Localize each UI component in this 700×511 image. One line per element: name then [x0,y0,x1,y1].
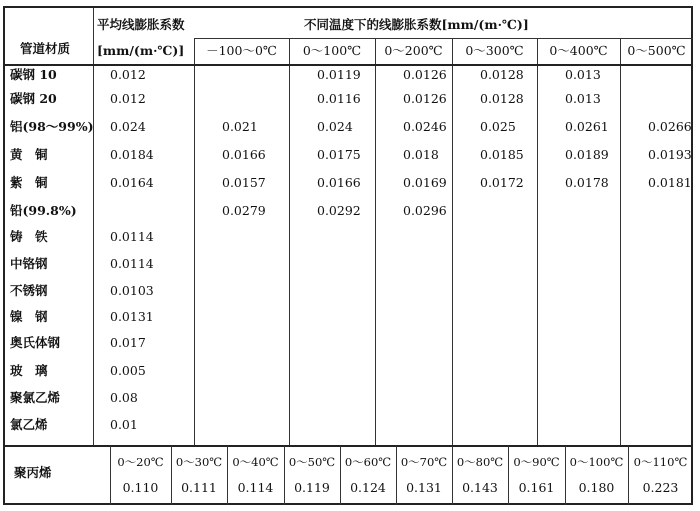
temp-coef-value: 0.0189 [565,147,609,162]
temp-coef-value: 0.018 [403,147,439,162]
header-avg-coef-unit: [mm/(m·℃)] [97,43,185,58]
pp-temp-range: 0～80℃ [456,455,504,469]
avg-coef-value: 0.012 [110,67,146,82]
column-divider [620,38,621,446]
temp-coef-value: 0.0119 [317,67,361,82]
polypropylene-name: 聚丙烯 [14,465,52,480]
material-name: 铅(99.8%) [10,203,77,218]
avg-coef-value: 0.005 [110,363,146,378]
pp-coef-value: 0.161 [518,480,555,495]
temp-coef-value: 0.0128 [480,91,524,106]
temp-coef-value: 0.013 [565,67,601,82]
pp-temp-range: 0～70℃ [400,455,448,469]
header-bottom-rule [3,64,693,66]
material-name: 碳钢 10 [10,67,57,82]
material-name: 镍 钢 [10,309,48,324]
header-avg-coef: 平均线膨胀系数 [97,17,185,32]
temp-coef-value: 0.0261 [565,119,609,134]
pp-temp-range: 0～40℃ [232,455,279,469]
temp-range-header: 0～200℃ [384,43,443,58]
avg-coef-value: 0.01 [110,417,138,432]
pp-temp-range: 0～110℃ [633,455,688,469]
temp-coef-value: 0.0126 [403,91,447,106]
material-name: 不锈钢 [10,283,48,298]
temp-coef-value: 0.0175 [317,147,361,162]
material-name: 玻 璃 [10,363,48,378]
pp-coef-value: 0.110 [122,480,159,495]
temp-coef-value: 0.0172 [480,175,524,190]
material-name: 黄 铜 [10,147,48,162]
temp-coef-value: 0.0279 [222,203,266,218]
temp-coef-value: 0.0193 [648,147,692,162]
material-name: 铝(98～99%) [10,119,94,134]
pp-temp-range: 0～50℃ [288,455,336,469]
material-name: 氯乙烯 [10,417,48,432]
pp-coef-value: 0.119 [294,480,330,495]
material-name: 紫 铜 [10,175,48,190]
pp-temp-range: 0～100℃ [569,455,624,469]
temp-range-header: 0～100℃ [302,43,362,58]
avg-coef-value: 0.012 [110,91,146,106]
temp-coef-value: 0.0166 [317,175,361,190]
temp-coef-value: 0.0169 [403,175,447,190]
avg-coef-value: 0.0114 [110,256,154,271]
temp-coef-value: 0.013 [565,91,601,106]
pp-coef-value: 0.131 [406,480,442,495]
avg-coef-value: 0.0184 [110,147,154,162]
header-material: 管道材质 [20,41,71,56]
pp-coef-value: 0.180 [578,480,615,495]
avg-coef-value: 0.0131 [110,309,154,324]
pp-temp-range: 0～20℃ [117,455,164,469]
temp-range-header: －100～0℃ [206,43,277,58]
temp-coef-value: 0.0292 [317,203,361,218]
material-name: 碳钢 20 [10,91,57,106]
polypropylene-top-rule [3,445,693,447]
temp-range-header: 0～500℃ [627,43,686,58]
header-divider [194,38,693,39]
temp-coef-value: 0.021 [222,119,258,134]
temp-range-header: 0～400℃ [549,43,608,58]
pp-coef-value: 0.223 [642,480,679,495]
pp-temp-range: 0～90℃ [513,455,560,469]
temp-coef-value: 0.025 [480,119,516,134]
column-divider [289,38,290,446]
material-name: 聚氯乙烯 [10,390,61,405]
column-divider [93,8,94,446]
temp-coef-value: 0.0296 [403,203,447,218]
temp-coef-value: 0.0181 [648,175,692,190]
avg-coef-value: 0.017 [110,335,146,350]
temp-coef-value: 0.0116 [317,91,361,106]
temp-coef-value: 0.0126 [403,67,447,82]
pp-coef-value: 0.143 [462,480,498,495]
avg-coef-value: 0.0164 [110,175,154,190]
avg-coef-value: 0.0114 [110,229,154,244]
temp-coef-value: 0.0128 [480,67,524,82]
pp-temp-range: 0～60℃ [344,455,392,469]
pp-coef-value: 0.124 [350,480,386,495]
temp-coef-value: 0.0178 [565,175,609,190]
material-name: 中铬钢 [10,256,48,271]
header-diff-temp: 不同温度下的线膨胀系数[mm/(m·℃)] [304,17,529,32]
column-divider [375,38,376,446]
pp-coef-value: 0.114 [237,480,274,495]
temp-coef-value: 0.0246 [403,119,447,134]
temp-range-header: 0～300℃ [465,43,524,58]
column-divider [537,38,538,446]
column-divider [452,38,453,446]
pp-temp-range: 0～30℃ [175,455,223,469]
temp-coef-value: 0.024 [317,119,353,134]
column-divider [194,38,195,446]
temp-coef-value: 0.0166 [222,147,266,162]
avg-coef-value: 0.024 [110,119,146,134]
avg-coef-value: 0.0103 [110,283,154,298]
temp-coef-value: 0.0266 [648,119,692,134]
pp-coef-value: 0.111 [181,480,217,495]
material-name: 奥氏体钢 [10,335,61,350]
avg-coef-value: 0.08 [110,390,138,405]
temp-coef-value: 0.0157 [222,175,266,190]
material-name: 铸 铁 [10,229,48,244]
temp-coef-value: 0.0185 [480,147,524,162]
